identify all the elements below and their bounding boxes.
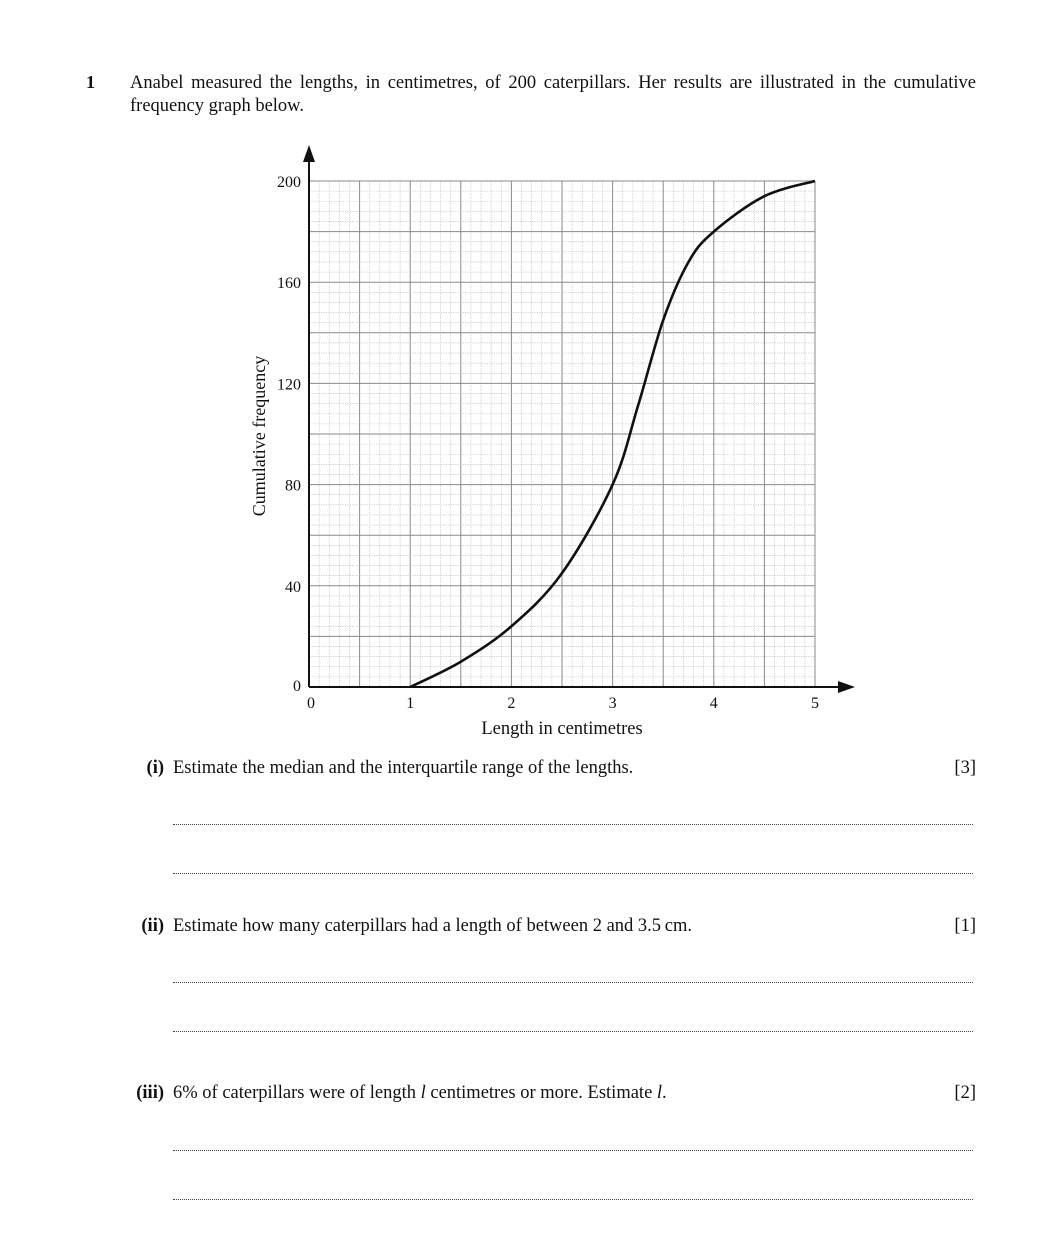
answer-line[interactable]: [173, 824, 973, 825]
chart-tick-labels: [277, 174, 819, 712]
part-ii-marks: [1]: [954, 916, 976, 936]
variable-l: l: [420, 1083, 426, 1103]
variable-l: l: [656, 1083, 663, 1103]
x-tick-label: 3: [608, 695, 617, 712]
y-tick-label: 120: [277, 376, 301, 394]
y-tick-label: 40: [285, 578, 301, 596]
part-iii-marks: [2]: [954, 1083, 976, 1103]
y-tick-label: 80: [285, 477, 301, 495]
x-axis-arrow-icon: [838, 681, 855, 693]
part-iii-text-before: 6% of caterpillars were of length: [173, 1083, 421, 1103]
part-i-label: (i): [146, 758, 164, 778]
part-iii-text: [173, 1083, 667, 1104]
y-axis-arrow-icon: [303, 145, 315, 162]
part-iii: [126, 1083, 976, 1107]
answer-line[interactable]: [173, 873, 973, 874]
x-axis-label: Length in centimetres: [481, 719, 643, 739]
part-iii-text-after: .: [662, 1083, 667, 1103]
answer-line[interactable]: [173, 1031, 973, 1032]
y-axis-label: Cumulative frequency: [249, 355, 269, 517]
part-ii-label: (ii): [141, 916, 164, 936]
question-intro: Anabel measured the lengths, in centimetres, of 200 caterpillars. Her results are illustrated in the cumulative frequency graph below.: [130, 73, 976, 116]
x-tick-label: 1: [406, 695, 415, 712]
question-number: 1: [86, 72, 95, 92]
part-ii-text: Estimate how many caterpillars had a length of between 2 and 3.5 cm.: [173, 916, 692, 936]
y-tick-label: 200: [277, 174, 301, 191]
part-iii-text-middle: centimetres or more. Estimate: [425, 1083, 657, 1103]
x-tick-label: 2: [507, 695, 516, 712]
x-tick-label: 4: [709, 695, 718, 712]
part-ii: [126, 916, 976, 940]
part-i-marks: [3]: [954, 758, 976, 778]
x-tick-label: 0: [307, 695, 315, 712]
x-tick-label: 5: [811, 695, 819, 712]
y-tick-label: 0: [293, 678, 301, 695]
answer-line[interactable]: [173, 1199, 973, 1200]
part-i-text: Estimate the median and the interquartile range of the lengths.: [173, 758, 634, 778]
chart-grid: [309, 181, 815, 687]
chart-axes: [303, 145, 855, 693]
answer-line[interactable]: [173, 982, 973, 983]
part-i: [126, 758, 976, 782]
y-tick-label: 160: [277, 275, 301, 293]
part-iii-label: (iii): [136, 1083, 164, 1103]
answer-line[interactable]: [173, 1150, 973, 1151]
